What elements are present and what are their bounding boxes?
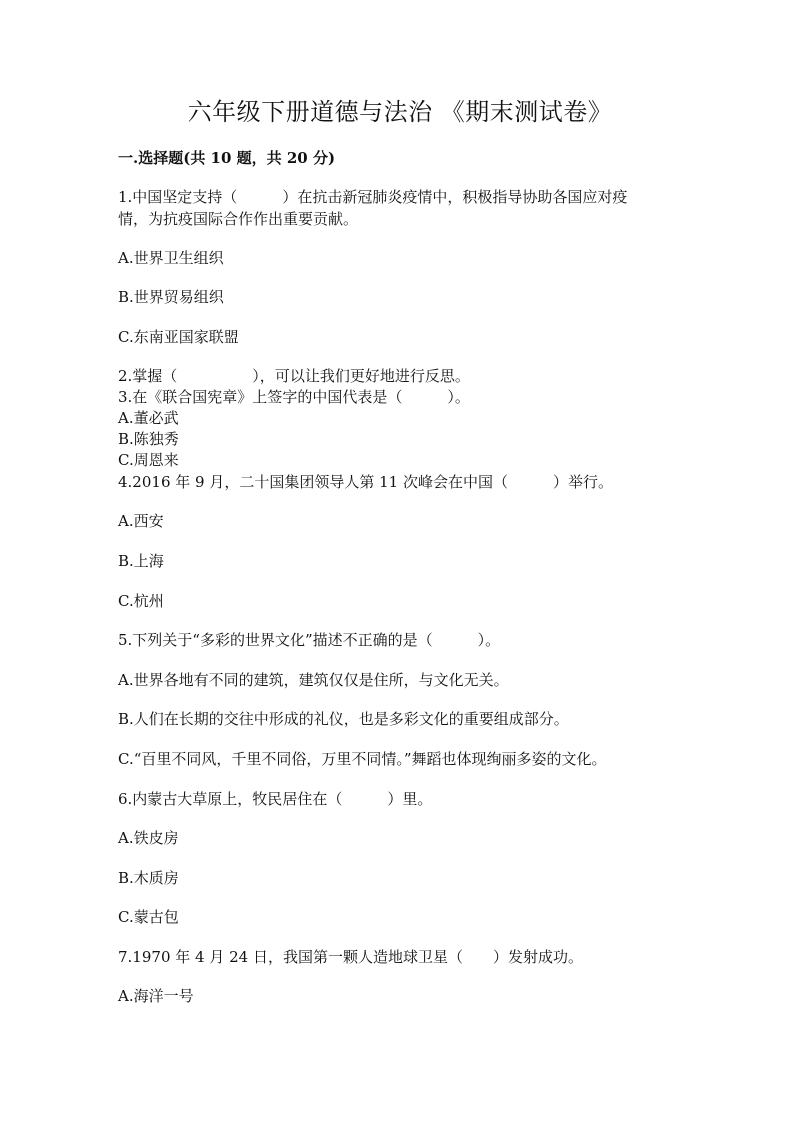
question-5-option-c: C.“百里不同风，千里不同俗，万里不同情。”舞蹈也体现绚丽多姿的文化。 [118, 750, 607, 768]
question-6-option-b: B.木质房 [118, 869, 179, 887]
question-2-stem: 2.掌握（ ），可以让我们更好地进行反思。 [118, 367, 470, 385]
question-3-option-c: C.周恩来 [118, 451, 179, 469]
question-6-stem: 6.内蒙古大草原上，牧民居住在（ ）里。 [118, 790, 433, 808]
question-5-stem: 5.下列关于“多彩的世界文化”描述不正确的是（ ）。 [118, 631, 501, 649]
section-heading: 一.选择题(共 10 题，共 20 分) [118, 149, 336, 167]
question-5-option-a: A.世界各地有不同的建筑，建筑仅仅是住所，与文化无关。 [118, 671, 509, 689]
question-1-stem-line-2: 情，为抗疫国际合作作出重要贡献。 [118, 210, 359, 228]
question-3-option-b: B.陈独秀 [118, 430, 179, 448]
question-5-option-b: B.人们在长期的交往中形成的礼仪，也是多彩文化的重要组成部分。 [118, 710, 569, 728]
question-6-option-c: C.蒙古包 [118, 908, 179, 926]
question-7-stem: 7.1970 年 4 月 24 日，我国第一颗人造地球卫星（ ）发射成功。 [118, 948, 583, 966]
question-4-option-a: A.西安 [118, 512, 164, 530]
question-4-option-c: C.杭州 [118, 592, 164, 610]
question-4-option-b: B.上海 [118, 552, 164, 570]
question-4-stem: 4.2016 年 9 月，二十国集团领导人第 11 次峰会在中国（ ）举行。 [118, 473, 613, 491]
question-1-stem-line-1: 1.中国坚定支持（ ）在抗击新冠肺炎疫情中，积极指导协助各国应对疫 [118, 188, 628, 206]
question-3-option-a: A.董必武 [118, 409, 179, 427]
question-6-option-a: A.铁皮房 [118, 829, 179, 847]
question-7-option-a: A.海洋一号 [118, 987, 194, 1005]
question-1-option-a: A.世界卫生组织 [118, 249, 224, 267]
page-title: 六年级下册道德与法治 《期末测试卷》 [187, 98, 613, 126]
question-1-option-c: C.东南亚国家联盟 [118, 328, 239, 346]
question-3-stem: 3.在《联合国宪章》上签字的中国代表是（ ）。 [118, 388, 470, 406]
question-1-option-b: B.世界贸易组织 [118, 288, 224, 306]
